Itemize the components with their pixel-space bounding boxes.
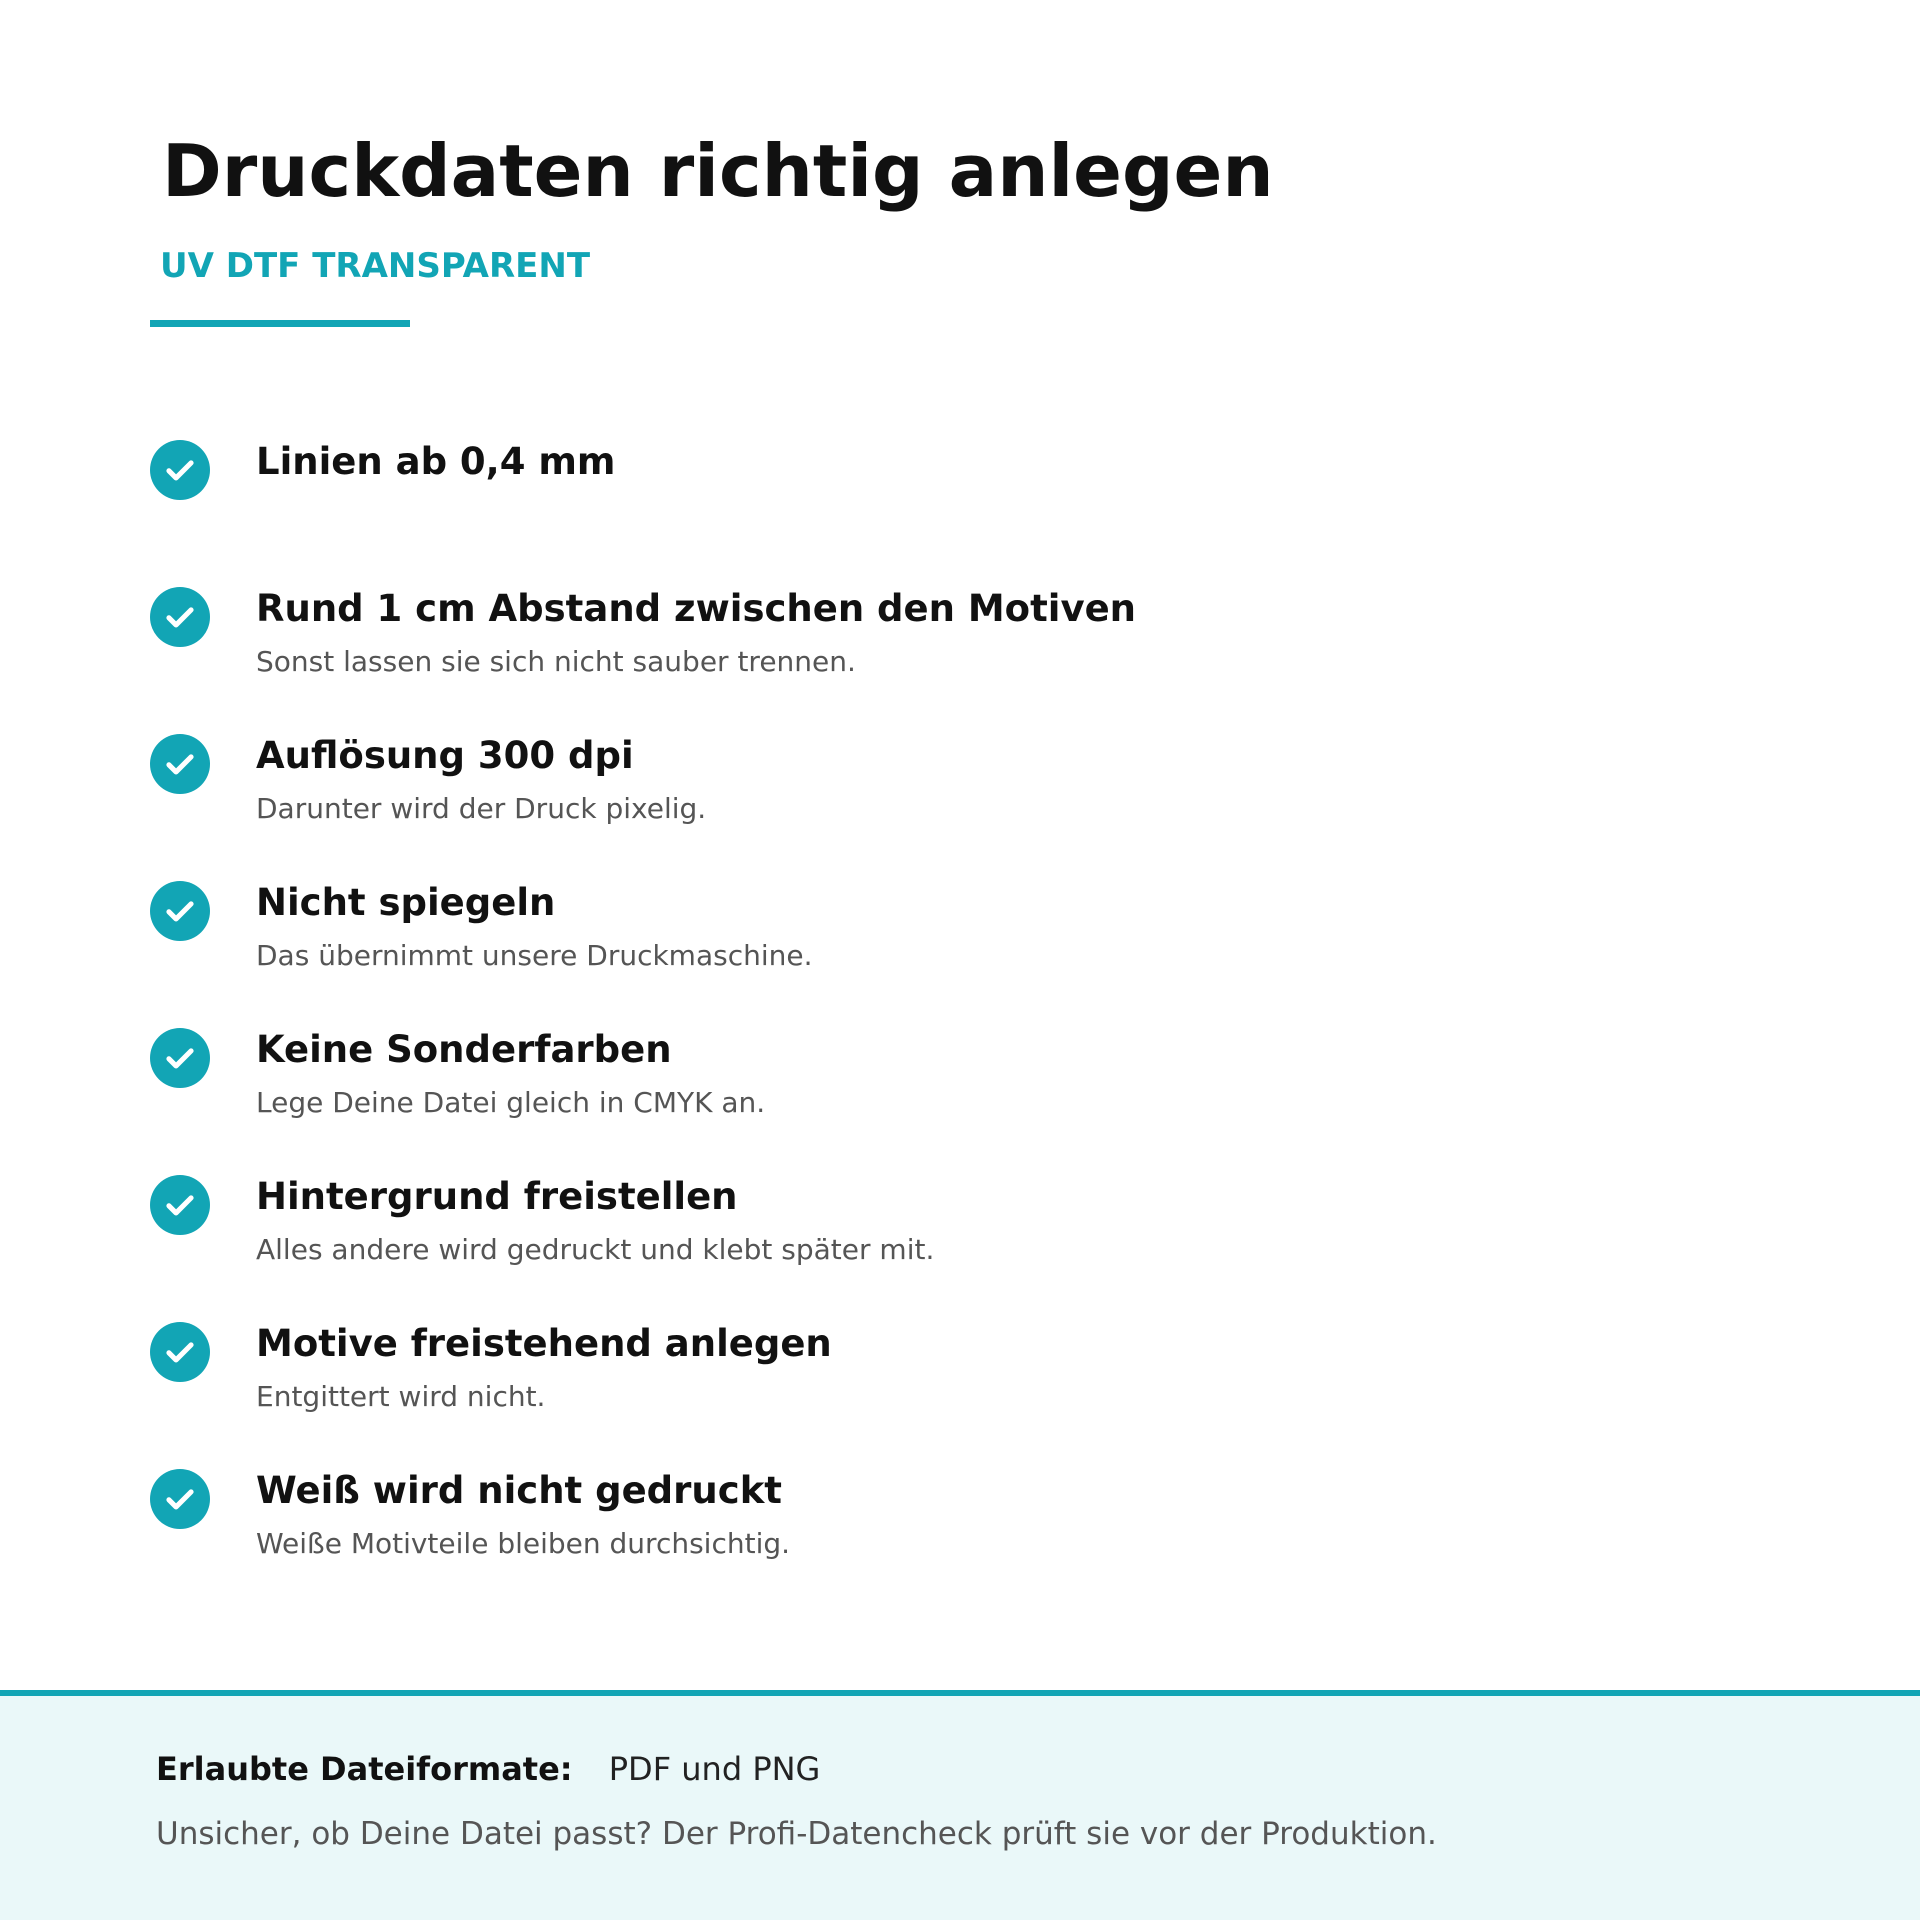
checklist-item — [150, 1175, 1750, 1322]
checklist-item-title: Hintergrund freistellen — [256, 1175, 738, 1218]
check-circle-icon — [150, 440, 210, 500]
page-title: Druckdaten richtig anlegen — [162, 129, 1274, 213]
checklist-item-description: Sonst lassen sie sich nicht sauber trennen. — [256, 645, 856, 678]
check-circle-icon — [150, 1175, 210, 1235]
file-formats-label: Erlaubte Dateiformate: — [156, 1750, 573, 1788]
checklist-item-description: Darunter wird der Druck pixelig. — [256, 792, 707, 825]
checklist-item — [150, 587, 1750, 734]
checklist-item — [150, 881, 1750, 1028]
checklist-item-title: Keine Sonderfarben — [256, 1028, 672, 1071]
check-circle-icon — [150, 734, 210, 794]
checklist-item-description: Lege Deine Datei gleich in CMYK an. — [256, 1086, 766, 1119]
check-circle-icon — [150, 1322, 210, 1382]
footer-panel — [0, 1690, 1920, 1920]
data-check-note: Unsicher, ob Deine Datei passt? Der Profi-Datencheck prüft sie vor der Produktion. — [156, 1816, 1437, 1852]
checklist-item — [150, 440, 1750, 587]
checklist-item-description: Entgittert wird nicht. — [256, 1380, 546, 1413]
checklist-item — [150, 1469, 1750, 1616]
file-formats-line — [156, 1750, 820, 1788]
page-subtitle: UV DTF TRANSPARENT — [160, 246, 591, 286]
checklist-item — [150, 734, 1750, 881]
checklist-item-title: Rund 1 cm Abstand zwischen den Motiven — [256, 587, 1137, 630]
checklist-item — [150, 1028, 1750, 1175]
subtitle-underline — [150, 320, 410, 327]
checklist-item-title: Auflösung 300 dpi — [256, 734, 634, 777]
check-circle-icon — [150, 587, 210, 647]
checklist — [150, 440, 1750, 1616]
checklist-item-description: Alles andere wird gedruckt und klebt später mit. — [256, 1233, 935, 1266]
checklist-item-title: Linien ab 0,4 mm — [256, 440, 616, 483]
checklist-item-title: Weiß wird nicht gedruckt — [256, 1469, 782, 1512]
checklist-item-description: Das übernimmt unsere Druckmaschine. — [256, 939, 813, 972]
file-formats-value: PDF und PNG — [608, 1750, 821, 1788]
check-circle-icon — [150, 1028, 210, 1088]
checklist-item-title: Nicht spiegeln — [256, 881, 556, 924]
checklist-item — [150, 1322, 1750, 1469]
check-circle-icon — [150, 881, 210, 941]
check-circle-icon — [150, 1469, 210, 1529]
checklist-item-description: Weiße Motivteile bleiben durchsichtig. — [256, 1527, 791, 1560]
checklist-item-title: Motive freistehend anlegen — [256, 1322, 832, 1365]
